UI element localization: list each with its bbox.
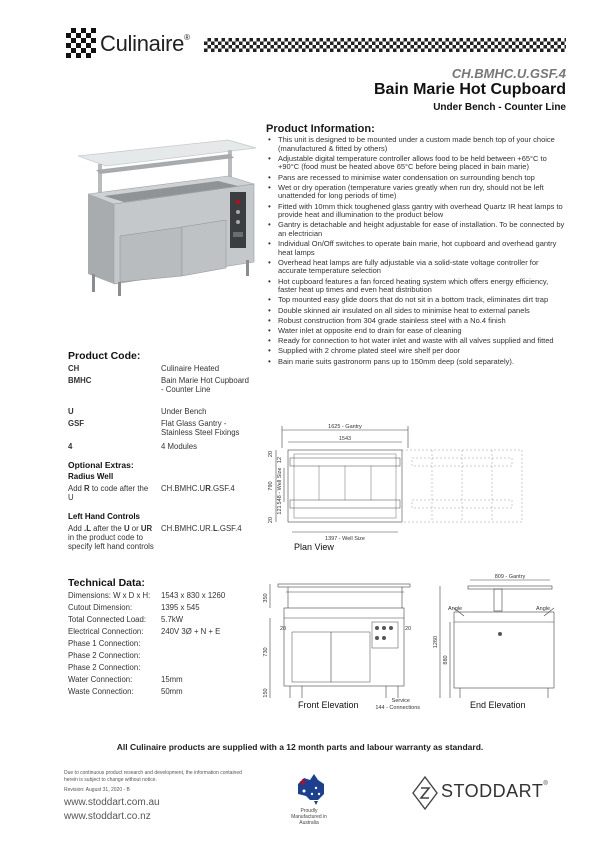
left-hand-code: CH.BMHC.UR.L.GSF.4 [161,524,242,533]
list-item: • Hot cupboard features a fan forced heating system which offers energy efficiency, faster heat up times and even heat distribution [268,278,568,295]
revision-text: Revision: August 31, 2020 - B [64,787,130,793]
front-elevation-drawing [262,578,422,710]
product-code-table [68,364,258,454]
tech-value: 1543 x 830 x 1260 [161,591,226,600]
end-elevation-drawing [430,570,570,702]
plan-20a-dim: 20 [268,450,274,458]
product-info-list [268,136,568,368]
code-key: GSF [68,419,85,428]
plan-121-dim: 121 [277,505,283,515]
end-1260-dim: 1260 [433,635,439,649]
list-item: • Individual On/Off switches to operate bain marie, hot cupboard and overhead gantry heat lamps [268,240,568,257]
tech-label: Phase 1 Connection: [68,639,141,648]
list-item: • Bain marie suits gastronorm pans up to 150mm deep (sold separately). [268,358,568,367]
front-elevation-label: Front Elevation [298,700,359,710]
tech-label: Total Connected Load: [68,615,147,624]
code-desc: 4 Modules [161,442,197,451]
disclaimer-text: Due to continuous product research and development, the information contained herein is subject to change without notice. [64,770,242,783]
technical-table [68,591,258,701]
tech-value: 50mm [161,687,183,696]
list-item: • Robust construction from 304 grade stainless steel with a No.4 finish [268,317,568,326]
plan-view-drawing [262,420,572,558]
tech-label: Electrical Connection: [68,627,144,636]
tech-label: Waste Connection: [68,687,134,696]
plan-12-dim: 12 [277,456,283,464]
code-desc: Flat Glass Gantry - Stainless Steel Fixings [161,419,240,437]
website-au-link[interactable]: www.stoddart.com.au [64,797,160,808]
stoddart-logo-icon [411,775,439,811]
australia-map-icon [292,770,328,806]
website-nz-link[interactable]: www.stoddart.co.nz [64,811,151,822]
plan-view-label: Plan View [294,542,334,552]
list-item: • Wet or dry operation (temperature varies greatly when run dry, should not be left unattended for long periods of time) [268,184,568,201]
plan-gantry-dim: 1625 - Gantry [328,424,362,430]
list-item: • Ready for connection to hot water inlet and waste with all valves supplied and fitted [268,337,568,346]
end-880-dim: 880 [443,655,449,665]
front-connections-dim: 144 - Connections [375,705,420,710]
brand-name: Culinaire® [100,31,190,56]
list-item: • Fitted with 10mm thick toughened glass gantry with overhead Quartz IR heat lamps to provide heat and illumination to the product below [268,203,568,220]
end-angle-left: Angle [448,606,463,612]
front-150-dim: 150 [263,688,269,698]
tech-value: 240V 3Ø + N + E [161,627,221,636]
tech-label: Dimensions: W x D x H: [68,591,151,600]
tech-label: Phase 2 Connection: [68,651,141,660]
code-key: U [68,407,74,416]
checker-strip [204,38,566,52]
page-title: Bain Marie Hot Cupboard [373,81,566,98]
product-photo [78,136,260,298]
plan-20b-dim: 20 [268,516,274,524]
list-item: • Adjustable digital temperature controller allows food to be held between +65°C to +90°C (food must be heated above 65°C before being placed in bain marie) [268,155,568,172]
list-item: • Supplied with 2 chrome plated steel wire shelf per door [268,347,568,356]
list-item: • Gantry is detachable and height adjustable for ease of installation. To be connected by an electrician [268,221,568,238]
radius-well-code: CH.BMHC.UR.GSF.4 [161,484,235,493]
code-desc: Culinaire Heated [161,364,220,373]
tech-value: 1395 x 545 [161,603,200,612]
front-service-label: Service [391,698,410,704]
front-20b-dim: 20 [405,626,412,632]
plan-depth-dim: 790 [268,481,274,491]
plan-well-depth-dim: 548 - Well Size [277,467,283,505]
code-desc: Under Bench [161,407,207,416]
code-key: BMHC [68,376,92,385]
optional-extras-heading: Optional Extras: [68,460,134,470]
code-key: 4 [68,442,73,451]
end-angle-right: Angle [536,606,551,612]
tech-label: Phase 2 Connection: [68,663,141,672]
made-in-australia-text: Proudly Manufactured in Australia [291,808,327,826]
list-item: • Water inlet at opposite end to drain for ease of cleaning [268,327,568,336]
end-elevation-label: End Elevation [470,700,526,710]
front-350-dim: 350 [263,593,269,603]
end-gantry-dim: 809 - Gantry [494,574,526,580]
stoddart-wordmark: STODDART® [441,781,549,801]
code-key: CH [68,364,80,373]
technical-heading: Technical Data: [68,577,145,589]
plan-well-dim: 1397 - Well Size [325,536,365,542]
tech-value: 15mm [161,675,183,684]
radius-well-text: Add R to code after the U [68,484,149,502]
plan-width-dim: 1543 [338,436,352,442]
page-subtitle: Under Bench - Counter Line [433,102,566,113]
front-730-dim: 730 [263,647,269,657]
warranty-statement: All Culinaire products are supplied with a 12 month parts and labour warranty as standard. [116,742,484,752]
model-code: CH.BMHC.U.GSF.4 [451,66,566,81]
list-item: • Double skinned air insulated on all sides to minimise heat to external panels [268,307,568,316]
tech-label: Water Connection: [68,675,133,684]
culinaire-logo-icon [66,28,96,58]
tech-value: 5.7kW [161,615,184,624]
product-info-heading: Product Information: [266,123,375,135]
list-item: • Top mounted easy glide doors that do not sit in a bottom track, eliminates dirt trap [268,296,568,305]
code-desc: Bain Marie Hot Cupboard - Counter Line [161,376,249,394]
list-item: • Overhead heat lamps are fully adjustable via a solid-state voltage controller for accurate temperature selection [268,259,568,276]
product-code-heading: Product Code: [68,350,141,362]
radius-well-heading: Radius Well [68,472,114,481]
list-item: • Pans are recessed to minimise water condensation on surrounding bench top [268,174,568,183]
list-item: • This unit is designed to be mounted under a custom made bench top of your choice (manufactured & fitted by others) [268,136,568,153]
left-hand-heading: Left Hand Controls [68,512,140,521]
front-20a-dim: 20 [280,626,287,632]
tech-label: Cutout Dimension: [68,603,133,612]
left-hand-text: Add .L after the U or UR in the product code to specify left hand controls [68,524,154,551]
